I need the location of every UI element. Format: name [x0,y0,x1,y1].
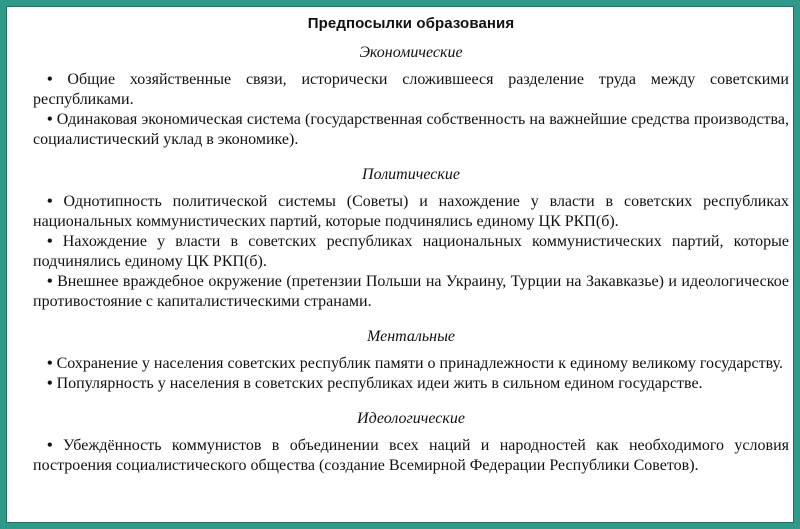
list-item: • Общие хозяйственные связи, исторически сложившееся разделение труда между советскими республиками. [33,70,789,110]
section-mental [33,328,789,394]
list-item: • Нахождение у власти в советских республиках национальных коммунистических партий, которые подчинялись единому ЦК РКП(б). [33,232,789,272]
section-economic [33,44,789,150]
section-heading: Ментальные [366,328,456,345]
list-item: • Убеждённость коммунистов в объединении всех наций и народностей как необходимого условия построения социалистического общества (создание Всемирной Федерации Республики Советов). [33,436,789,476]
list-item: • Однотипность политической системы (Советы) и нахождение у власти в советских республиках национальных коммунистических партий, которые подчинялись единому ЦК РКП(б). [33,192,789,232]
list-item: • Сохранение у населения советских республик памяти о принадлежности к единому великому государству. [33,354,789,374]
document-content [33,11,789,492]
section-political [33,166,789,312]
list-item: • Популярность у населения в советских республиках идеи жить в сильном едином государстве. [33,374,789,394]
document-title: Предпосылки образования [307,15,515,32]
list-item: • Одинаковая экономическая система (государственная собственность на важнейшие средства производства, социалистический уклад в экономике). [33,110,789,150]
section-heading: Политические [362,166,460,183]
document-frame [6,6,794,523]
list-item: • Внешнее враждебное окружение (претензии Польши на Украину, Турции на Закавказье) и идеологическое противостояние с капиталистическими странами. [33,272,789,312]
section-ideological [33,410,789,476]
section-heading: Идеологические [357,410,465,427]
section-heading: Экономические [359,44,463,61]
